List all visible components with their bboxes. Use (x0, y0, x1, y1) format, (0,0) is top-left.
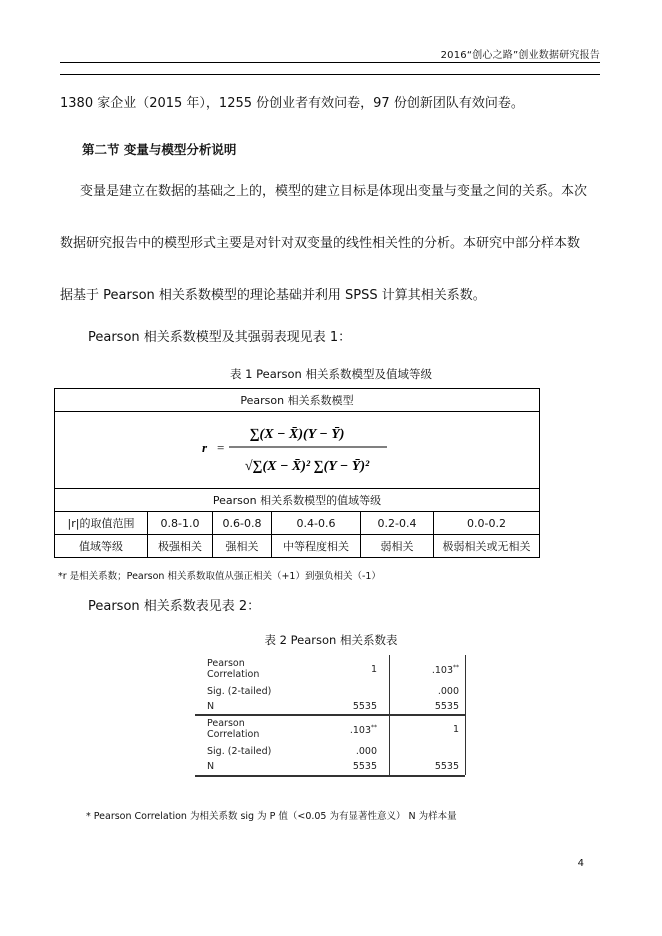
paragraph-2: 变量是建立在数据的基础之上的，模型的建立目标是体现出变量与变量之间的关系。本次 (80, 184, 588, 199)
spss-label: Sig. (2-tailed) (207, 686, 272, 697)
paragraph-5: Pearson 相关系数模型及其强弱表现见表 1： (88, 330, 352, 345)
spss-value: .000 (437, 686, 459, 697)
table-cell: 0.2-0.4 (361, 512, 434, 535)
table-cell: 值域等级 (55, 535, 148, 558)
page-number: 4 (577, 858, 584, 869)
formula-lhs: r (202, 439, 208, 455)
table1-caption: 表 1 Pearson 相关系数模型及值域等级 (230, 367, 432, 381)
spss-value: 5535 (352, 761, 377, 772)
svg-text:=: = (217, 439, 225, 455)
spss-label: Pearson (207, 718, 245, 729)
table-cell: 强相关 (213, 535, 272, 558)
table1 (54, 388, 540, 558)
table2-spss-image (195, 655, 465, 777)
spss-label: N (207, 701, 215, 712)
paragraph-4: 据基于 Pearson 相关系数模型的理论基础并利用 SPSS 计算其相关系数。 (60, 288, 486, 303)
table1-grade-header: Pearson 相关系数模型的值域等级 (55, 489, 540, 512)
table1-model-header: Pearson 相关系数模型 (55, 389, 540, 412)
table2-note: * Pearson Correlation 为相关系数 sig 为 P 值（<0.05 为有显著性意义） N 为样本量 (86, 811, 457, 822)
table-cell: 0.6-0.8 (213, 512, 272, 535)
table-cell: 极强相关 (148, 535, 213, 558)
spss-value: .103** (349, 724, 377, 737)
table-cell: 中等程度相关 (272, 535, 361, 558)
spss-label: Correlation (207, 669, 260, 680)
table-cell: |r|的取值范围 (55, 512, 148, 535)
spss-label: Sig. (2-tailed) (207, 746, 272, 757)
spss-value: .000 (355, 746, 377, 757)
paragraph-3: 数据研究报告中的模型形式主要是对针对双变量的线性相关性的分析。本研究中部分样本数 (60, 236, 581, 251)
table-cell: 极弱相关或无相关 (434, 535, 540, 558)
spss-value: .103** (431, 664, 459, 677)
table2-caption: 表 2 Pearson 相关系数表 (264, 633, 398, 647)
table-cell: 弱相关 (361, 535, 434, 558)
paragraph-6: Pearson 相关系数表见表 2： (88, 599, 261, 614)
section-title: 第二节 变量与模型分析说明 (82, 142, 237, 157)
table1-note: *r 是相关系数；Pearson 相关系数取值从强正相关（+1）到强负相关（-1） (58, 571, 381, 582)
header-rule (60, 62, 600, 63)
table-cell: 0.0-0.2 (434, 512, 540, 535)
formula-numerator: ∑(X − X̄)(Y − Ȳ) (249, 426, 345, 442)
table-cell: 0.8-1.0 (148, 512, 213, 535)
table1-formula-cell (55, 412, 540, 489)
header-rule-2 (60, 74, 600, 75)
spss-value: 1 (370, 664, 377, 675)
formula-denominator: √∑(X − X̄)² ∑(Y − Ȳ)² (244, 458, 370, 474)
paragraph-1: 1380 家企业（2015 年），1255 份创业者有效问卷，97 份创新团队有效问卷。 (60, 96, 524, 111)
spss-value: 1 (452, 724, 459, 735)
header-title: 2016“创心之路”创业数据研究报告 (440, 50, 600, 61)
table1-range-row (55, 512, 540, 535)
spss-label: N (207, 761, 215, 772)
spss-value: 5535 (434, 701, 459, 712)
spss-value: 5535 (352, 701, 377, 712)
spss-label: Correlation (207, 729, 260, 740)
table1-grade-row (55, 535, 540, 558)
spss-label: Pearson (207, 658, 245, 669)
pearson-formula (197, 414, 397, 484)
table-cell: 0.4-0.6 (272, 512, 361, 535)
spss-value: 5535 (434, 761, 459, 772)
